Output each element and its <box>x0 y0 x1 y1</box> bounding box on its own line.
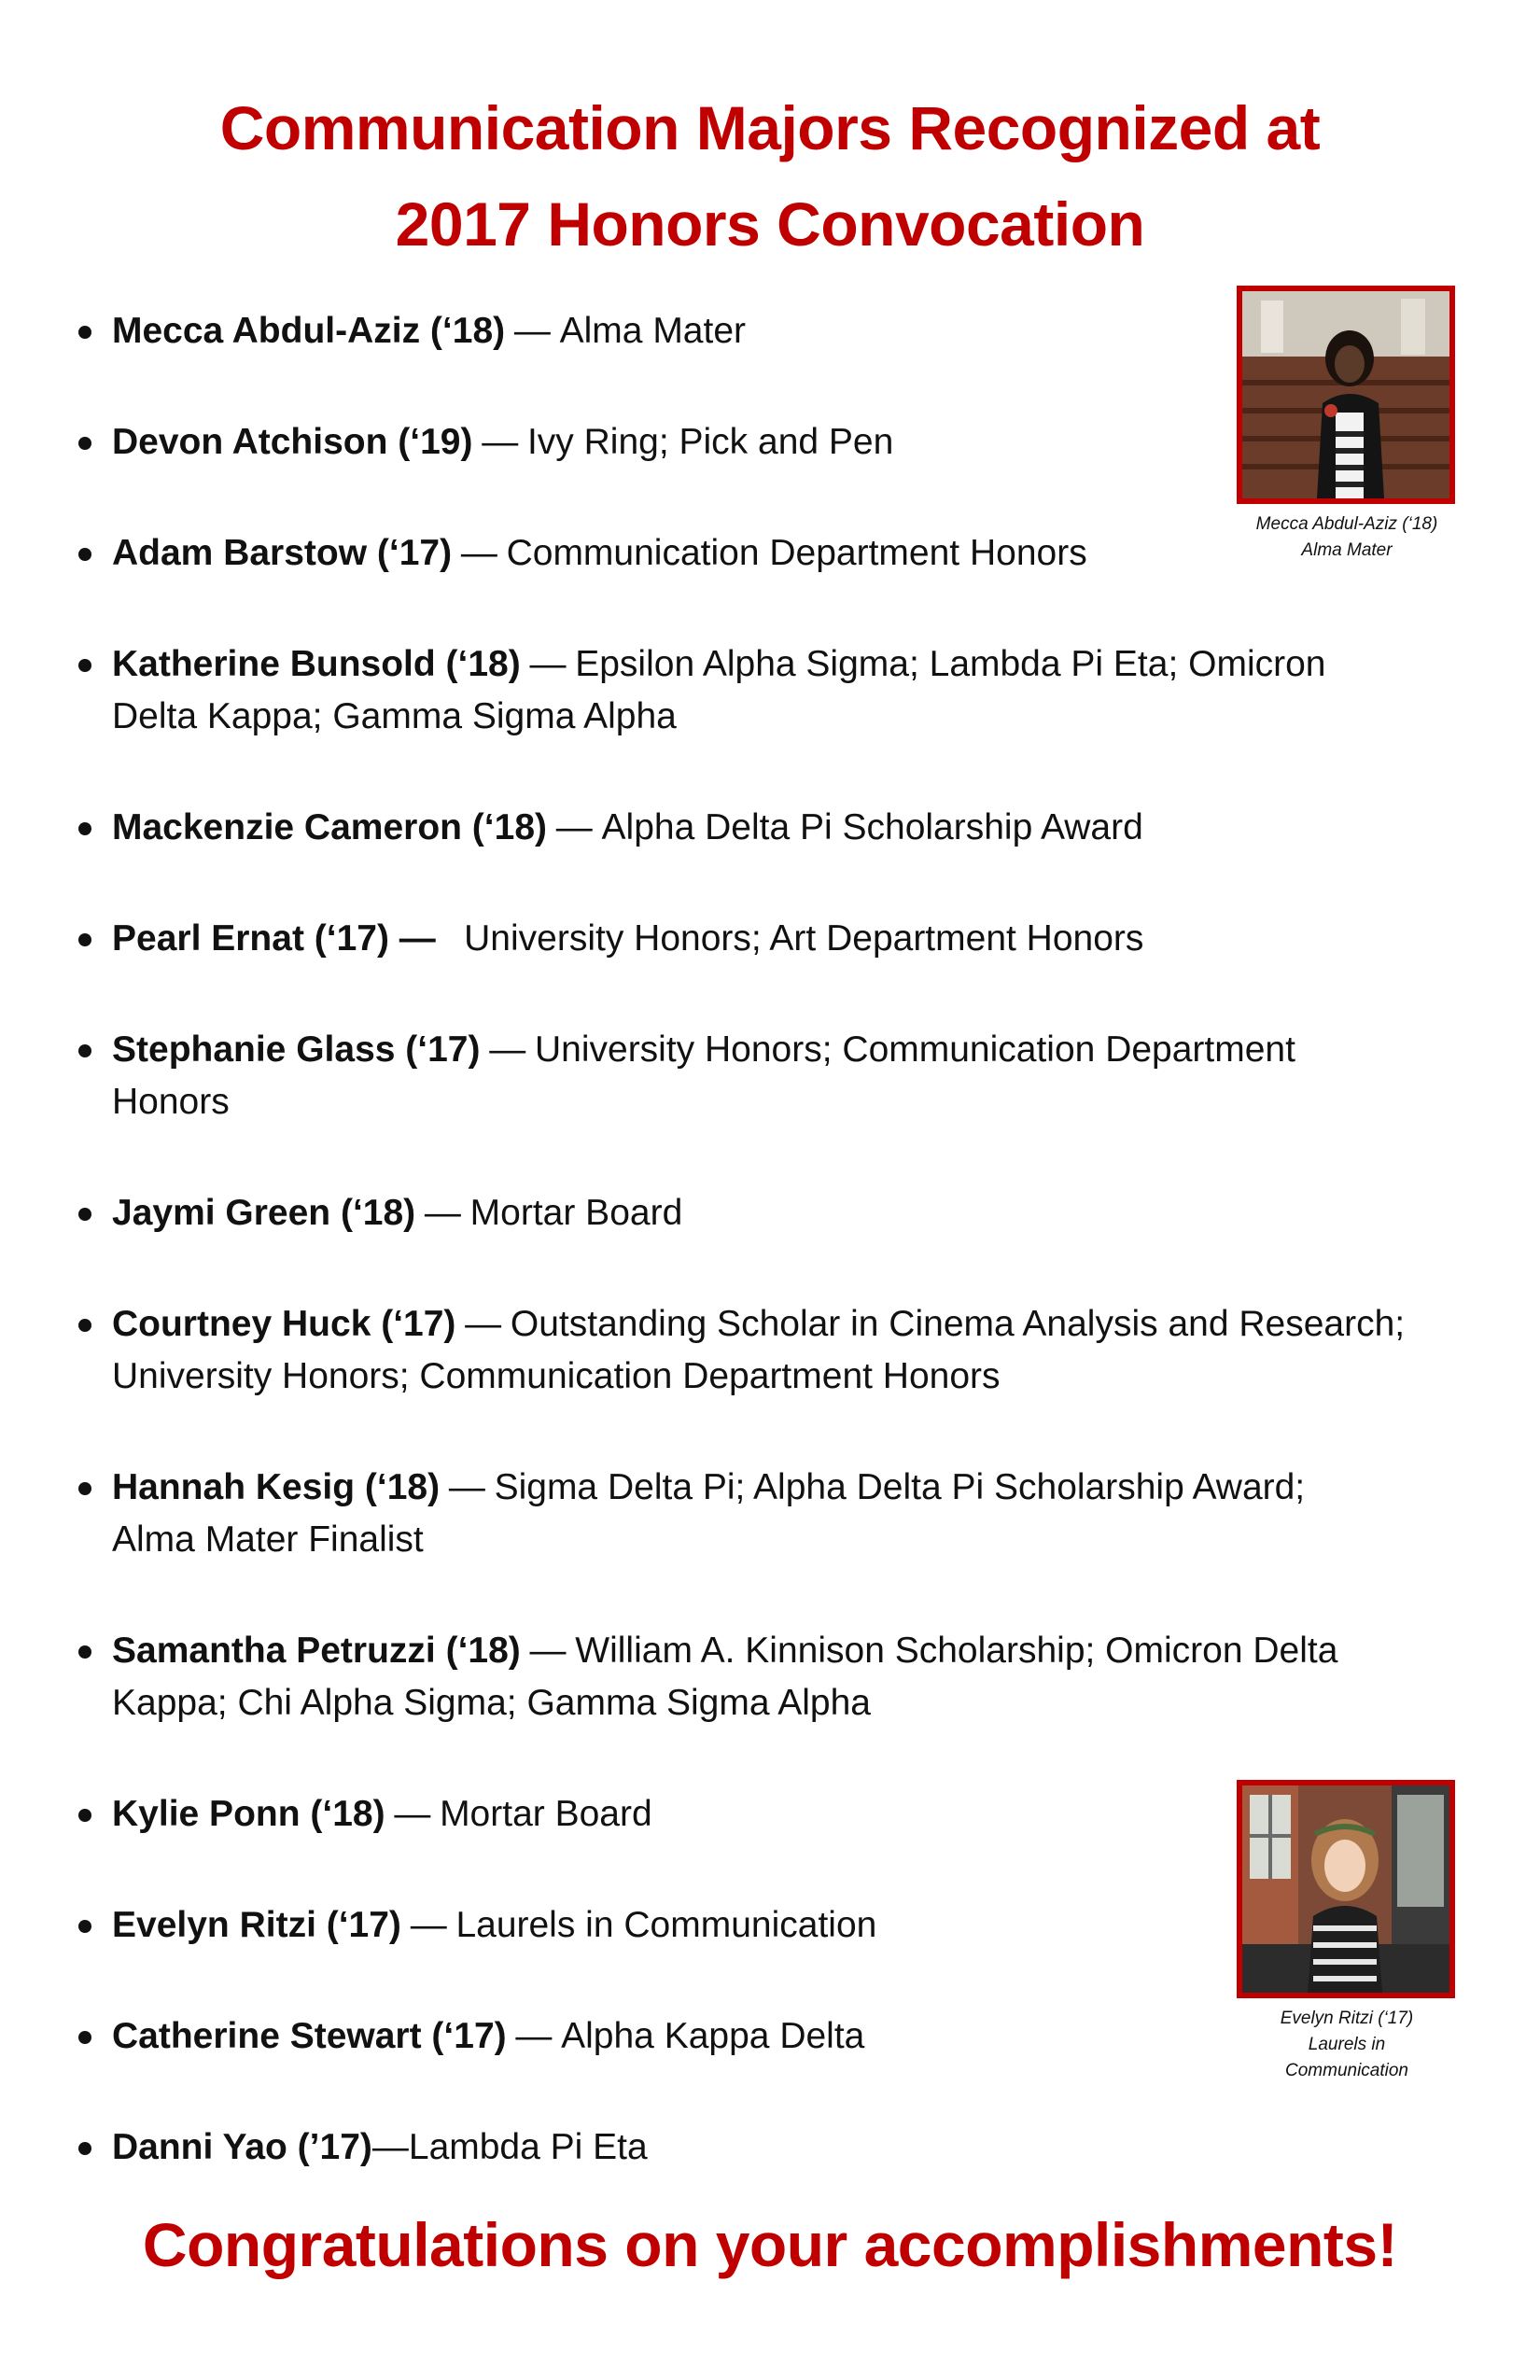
honoree-first-line <box>112 422 893 462</box>
honoree-name: Samantha Petruzzi (‘18) <box>112 1631 521 1671</box>
honoree-item <box>77 913 1493 965</box>
bullet-icon <box>78 822 91 835</box>
photo-caption-line: Evelyn Ritzi (‘17) <box>1280 2009 1414 2028</box>
bullet-icon <box>78 1208 91 1221</box>
honoree-item <box>77 1187 1493 1239</box>
bullet-icon <box>78 933 91 946</box>
bullet-icon <box>78 1482 91 1495</box>
page-title-line-2: 2017 Honors Convocation <box>395 189 1145 259</box>
honoree-name: Hannah Kesig (‘18) <box>112 1467 441 1507</box>
honoree-separator: — <box>394 1794 431 1834</box>
honoree-separator: — <box>515 2016 553 2056</box>
photo-frame <box>1237 286 1455 504</box>
honoree-first-line <box>112 2016 864 2056</box>
honoree-item <box>77 638 1493 743</box>
bullet-icon <box>78 1809 91 1822</box>
honoree-award: Sigma Delta Pi; Alpha Delta Pi Scholarship Award; <box>494 1467 1306 1507</box>
honoree-name: Mackenzie Cameron (‘18) <box>112 807 548 847</box>
honoree-award: Lambda Pi Eta <box>408 2127 648 2167</box>
honoree-first-line <box>112 1631 1337 1671</box>
portrait-photo-mecca <box>1242 291 1449 498</box>
honoree-first-line <box>112 1304 1405 1344</box>
honoree-name: Pearl Ernat (‘17) — <box>112 918 436 959</box>
honoree-award-continued: Kappa; Chi Alpha Sigma; Gamma Sigma Alpha <box>112 1683 871 1723</box>
bullet-icon <box>78 1645 91 1659</box>
honoree-separator: — <box>555 807 593 847</box>
honoree-award: University Honors; Art Department Honors <box>464 918 1144 959</box>
honoree-name: Kylie Ponn (‘18) <box>112 1794 385 1834</box>
bullet-icon <box>78 659 91 672</box>
honoree-name: Mecca Abdul-Aziz (‘18) <box>112 311 506 351</box>
honoree-award: Mortar Board <box>440 1794 652 1834</box>
honoree-award: Alma Mater <box>559 311 747 351</box>
honoree-name: Evelyn Ritzi (‘17) <box>112 1905 401 1945</box>
photo-card-evelyn <box>1237 1780 1457 2084</box>
honoree-separator <box>436 918 455 959</box>
portrait-photo-evelyn <box>1242 1785 1449 1993</box>
honoree-award-continued: Delta Kappa; Gamma Sigma Alpha <box>112 696 677 736</box>
honoree-award: Ivy Ring; Pick and Pen <box>526 422 894 462</box>
honoree-item <box>77 1024 1493 1128</box>
honoree-first-line <box>112 1794 652 1834</box>
honoree-first-line <box>112 644 1325 684</box>
honoree-award-continued: University Honors; Communication Department Honors <box>112 1356 1001 1396</box>
honoree-name: Devon Atchison (‘19) <box>112 422 473 462</box>
honoree-first-line <box>112 807 1143 847</box>
honoree-first-line <box>112 1905 876 1945</box>
bullet-icon <box>78 437 91 450</box>
bullet-icon <box>78 1920 91 1933</box>
photo-card-mecca <box>1237 286 1457 564</box>
bullet-icon <box>78 326 91 339</box>
honoree-award: Alpha Delta Pi Scholarship Award <box>601 807 1143 847</box>
photo-frame <box>1237 1780 1455 1998</box>
honoree-award: Laurels in Communication <box>455 1905 877 1945</box>
honoree-first-line <box>112 533 1087 573</box>
page-title-line-1: Communication Majors Recognized at <box>219 93 1321 162</box>
honoree-name: Jaymi Green (‘18) <box>112 1193 416 1233</box>
bullet-icon <box>78 1044 91 1057</box>
honoree-item <box>77 1625 1493 1729</box>
honoree-separator: — <box>460 533 497 573</box>
photo-caption-line: Mecca Abdul-Aziz (‘18) <box>1255 514 1438 534</box>
photo-caption-line: Communication <box>1285 2061 1408 2080</box>
honoree-award: Epsilon Alpha Sigma; Lambda Pi Eta; Omicron <box>575 644 1326 684</box>
honoree-separator: — <box>529 1631 567 1671</box>
honoree-first-line <box>112 1467 1305 1507</box>
honoree-separator: — <box>424 1193 461 1233</box>
honoree-item <box>77 1462 1493 1566</box>
bullet-icon <box>78 1319 91 1332</box>
honoree-separator: — <box>489 1029 526 1070</box>
honoree-name: Adam Barstow (‘17) <box>112 533 453 573</box>
photo-caption <box>1237 511 1457 564</box>
honoree-item <box>77 1298 1493 1403</box>
honoree-first-line <box>112 1029 1295 1070</box>
honoree-separator: — <box>482 422 519 462</box>
honoree-award: Communication Department Honors <box>506 533 1087 573</box>
bullet-icon <box>78 2031 91 2044</box>
bullet-icon <box>78 2142 91 2155</box>
honoree-award: University Honors; Communication Department <box>534 1029 1295 1070</box>
honoree-award-continued: Honors <box>112 1082 230 1122</box>
photo-caption <box>1237 2006 1457 2084</box>
photo-caption-line: Laurels in <box>1308 2035 1386 2054</box>
honoree-name: Catherine Stewart (‘17) <box>112 2016 507 2056</box>
honoree-item <box>77 2121 1493 2174</box>
honoree-separator: — <box>448 1467 485 1507</box>
honoree-separator: — <box>465 1304 502 1344</box>
honoree-separator: — <box>410 1905 447 1945</box>
honoree-award: Mortar Board <box>469 1193 683 1233</box>
honoree-name: Courtney Huck (‘17) <box>112 1304 456 1344</box>
honoree-separator: — <box>529 644 567 684</box>
closing-message: Congratulations on your accomplishments! <box>142 2210 1398 2279</box>
bullet-icon <box>78 548 91 561</box>
page-title <box>93 80 1447 273</box>
honoree-separator: — <box>513 311 551 351</box>
honoree-award-continued: Alma Mater Finalist <box>112 1519 424 1560</box>
photo-caption-line: Alma Mater <box>1301 540 1393 560</box>
honoree-name: Katherine Bunsold (‘18) <box>112 644 521 684</box>
honoree-first-line <box>112 918 1143 959</box>
honoree-first-line <box>112 1193 682 1233</box>
honoree-name: Danni Yao (’17) <box>112 2127 372 2167</box>
honoree-award: Outstanding Scholar in Cinema Analysis and Research; <box>510 1304 1406 1344</box>
honoree-award: Alpha Kappa Delta <box>561 2016 865 2056</box>
honoree-award: William A. Kinnison Scholarship; Omicron Delta <box>575 1631 1338 1671</box>
honoree-first-line <box>112 311 746 351</box>
honoree-first-line <box>112 2127 648 2167</box>
honoree-name: Stephanie Glass (‘17) <box>112 1029 481 1070</box>
honoree-item <box>77 802 1493 854</box>
honoree-separator: — <box>371 2127 409 2167</box>
